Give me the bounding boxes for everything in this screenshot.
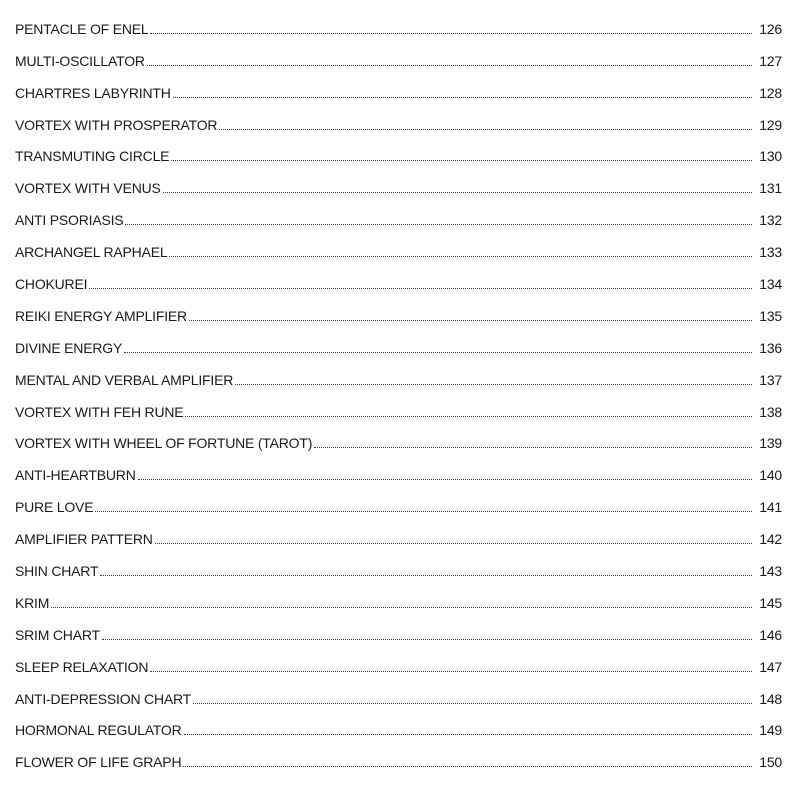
toc-entry-title: MENTAL AND VERBAL AMPLIFIER <box>15 371 234 388</box>
dot-leader <box>193 703 752 704</box>
toc-entry[interactable] <box>15 709 782 741</box>
toc-entry[interactable] <box>15 358 782 390</box>
toc-entry-title: SHIN CHART <box>15 563 99 580</box>
toc-entry-title: HORMONAL REGULATOR <box>15 722 182 739</box>
toc-entry-page-number: 127 <box>759 52 782 69</box>
dot-leader <box>184 734 753 735</box>
toc-entry-page-number: 149 <box>759 722 782 739</box>
toc-entry-page-number: 142 <box>759 531 782 548</box>
dot-leader <box>163 192 752 193</box>
toc-entry[interactable] <box>15 581 782 613</box>
toc-entry[interactable] <box>15 390 782 422</box>
dot-leader <box>100 575 752 576</box>
toc-entry[interactable] <box>15 453 782 485</box>
toc-entry[interactable] <box>15 549 782 581</box>
toc-entry[interactable] <box>15 262 782 294</box>
toc-entry-title: KRIM <box>15 594 50 611</box>
dot-leader <box>173 97 752 98</box>
dot-leader <box>314 447 752 448</box>
dot-leader <box>89 288 752 289</box>
toc-entry-title: FLOWER OF LIFE GRAPH <box>15 754 182 771</box>
toc-entry-title: ARCHANGEL RAPHAEL <box>15 244 168 261</box>
toc-entry-page-number: 126 <box>759 20 782 37</box>
toc-entry-title: SLEEP RELAXATION <box>15 658 149 675</box>
toc-entry-title: SRIM CHART <box>15 626 100 643</box>
toc-entry[interactable] <box>15 198 782 230</box>
toc-entry-page-number: 133 <box>759 244 782 261</box>
toc-entry-title: CHOKUREI <box>15 276 88 293</box>
toc-entry-title: CHARTRES LABYRINTH <box>15 84 171 101</box>
toc-entry[interactable] <box>15 71 782 103</box>
dot-leader <box>124 352 752 353</box>
dot-leader <box>183 766 752 767</box>
toc-entry-title: VORTEX WITH FEH RUNE <box>15 403 184 420</box>
toc-entry[interactable] <box>15 103 782 135</box>
toc-entry[interactable] <box>15 230 782 262</box>
toc-entry[interactable] <box>15 645 782 677</box>
toc-entry-page-number: 130 <box>759 148 782 165</box>
toc-entry[interactable] <box>15 517 782 549</box>
dot-leader <box>150 33 752 34</box>
dot-leader <box>235 384 752 385</box>
dot-leader <box>150 671 752 672</box>
toc-entry-page-number: 137 <box>759 371 782 388</box>
toc-entry-title: ANTI PSORIASIS <box>15 212 124 229</box>
toc-entry-title: TRANSMUTING CIRCLE <box>15 148 170 165</box>
toc-entry-page-number: 147 <box>759 658 782 675</box>
toc-entry-page-number: 131 <box>759 180 782 197</box>
toc-entry[interactable] <box>15 613 782 645</box>
dot-leader <box>51 607 752 608</box>
toc-entry-page-number: 143 <box>759 563 782 580</box>
toc-entry[interactable] <box>15 485 782 517</box>
toc-list <box>15 7 782 772</box>
toc-entry-title: VORTEX WITH WHEEL OF FORTUNE (TAROT) <box>15 435 313 452</box>
dot-leader <box>95 511 752 512</box>
dot-leader <box>125 224 752 225</box>
toc-entry-title: VORTEX WITH PROSPERATOR <box>15 116 218 133</box>
dot-leader <box>155 543 752 544</box>
toc-entry-page-number: 135 <box>759 307 782 324</box>
dot-leader <box>147 65 752 66</box>
toc-entry-page-number: 145 <box>759 594 782 611</box>
toc-entry-page-number: 134 <box>759 276 782 293</box>
toc-entry-page-number: 148 <box>759 690 782 707</box>
toc-entry[interactable] <box>15 39 782 71</box>
toc-entry-page-number: 141 <box>759 499 782 516</box>
toc-entry-page-number: 150 <box>759 754 782 771</box>
toc-entry-title: PURE LOVE <box>15 499 94 516</box>
toc-entry-page-number: 146 <box>759 626 782 643</box>
toc-entry-title: VORTEX WITH VENUS <box>15 180 161 197</box>
dot-leader <box>185 416 752 417</box>
dot-leader <box>189 320 752 321</box>
dot-leader <box>138 479 752 480</box>
toc-entry[interactable] <box>15 294 782 326</box>
dot-leader <box>219 129 752 130</box>
toc-entry-title: MULTI-OSCILLATOR <box>15 52 145 69</box>
dot-leader <box>102 639 752 640</box>
toc-entry-page-number: 138 <box>759 403 782 420</box>
toc-entry-page-number: 139 <box>759 435 782 452</box>
toc-entry-page-number: 136 <box>759 339 782 356</box>
toc-entry[interactable] <box>15 740 782 772</box>
toc-entry[interactable] <box>15 135 782 167</box>
dot-leader <box>169 256 752 257</box>
toc-entry-page-number: 132 <box>759 212 782 229</box>
toc-entry-title: ANTI-HEARTBURN <box>15 467 136 484</box>
toc-entry[interactable] <box>15 422 782 454</box>
toc-entry-page-number: 129 <box>759 116 782 133</box>
toc-entry-title: DIVINE ENERGY <box>15 339 123 356</box>
toc-entry[interactable] <box>15 166 782 198</box>
dot-leader <box>171 160 752 161</box>
toc-entry-title: PENTACLE OF ENEL <box>15 20 149 37</box>
toc-entry-title: ANTI-DEPRESSION CHART <box>15 690 192 707</box>
toc-entry[interactable] <box>15 326 782 358</box>
toc-entry-page-number: 140 <box>759 467 782 484</box>
toc-entry-title: AMPLIFIER PATTERN <box>15 531 153 548</box>
toc-entry-page-number: 128 <box>759 84 782 101</box>
toc-entry[interactable] <box>15 7 782 39</box>
toc-entry[interactable] <box>15 677 782 709</box>
toc-entry-title: REIKI ENERGY AMPLIFIER <box>15 307 187 324</box>
